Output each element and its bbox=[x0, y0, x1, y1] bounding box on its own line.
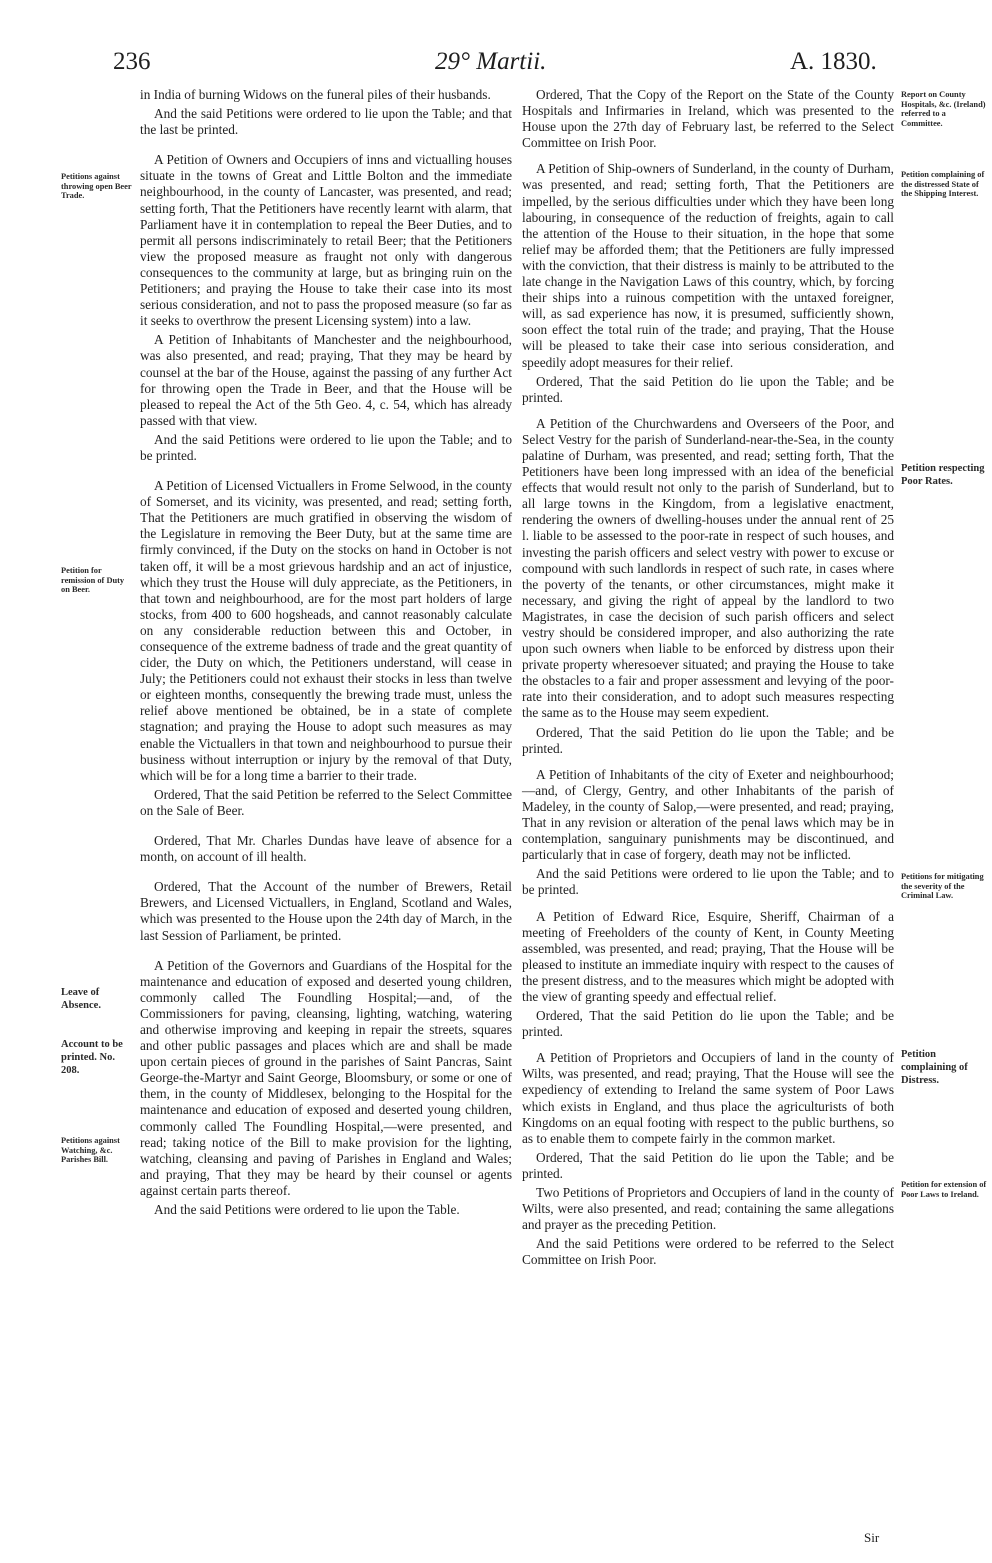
margin-note: Account to be printed. No. 208. bbox=[61, 1039, 123, 1076]
paragraph: in India of burning Widows on the funeral piles of their husbands. bbox=[140, 87, 491, 102]
paragraph: Ordered, That the said Petition do lie upon the Table; and be printed. bbox=[522, 724, 894, 756]
paragraph: Ordered, That the said Petition do lie upon the Table; and be printed. bbox=[522, 1008, 894, 1040]
margin-note: Petitions against throwing open Beer Trade. bbox=[61, 172, 132, 201]
paragraph: A Petition of Ship-owners of Sunderland, in the county of Durham, was presented, and read; setting forth, That the Petitioners are impelled, by the serious difficulties under which they have been long labouring, in consequence of the reduction of freights, again to call the attention of the House to their situation, in the hope that some relief may be afforded them; that the Petitioners are fully impressed with the conviction, that their distress is mainly to be attributed to the late change in the Navigation Laws of this country, which, by forcing their ships into a ruinous competition with the untaxed foreigner, will, as sad experience has now, it is presumed, sufficiently shown, soon effect the total ruin of the trade; and praying, That the House will be pleased to take their case into serious consideration, and speedily adopt measures for their relief. bbox=[522, 161, 894, 370]
page-number: 236 bbox=[113, 48, 151, 75]
margin-note: Petition complaining of the distressed State of the Shipping Interest. bbox=[901, 170, 985, 199]
margin-note: Leave of Absence. bbox=[61, 987, 101, 1011]
margin-note: Petitions for mitigating the severity of the Criminal Law. bbox=[901, 872, 984, 901]
left-column bbox=[140, 87, 512, 1221]
paragraph: And the said Petitions were ordered to lie upon the Table; and that the last be printed. bbox=[140, 106, 512, 138]
paragraph: And the said Petitions were ordered to lie upon the Table. bbox=[154, 1202, 460, 1217]
paragraph: Ordered, That the Account of the number of Brewers, Retail Brewers, and Licensed Victuallers, in England, Scotland and Wales, which was presented to the House upon the 24th day of March, in the last Session of Parliament, be printed. bbox=[140, 879, 512, 943]
paragraph: Ordered, That the said Petition do lie upon the Table; and be printed. bbox=[522, 373, 894, 405]
session-year: A. 1830. bbox=[790, 48, 877, 75]
paragraph: And the said Petitions were ordered to be referred to the Select Committee on Irish Poor. bbox=[522, 1236, 894, 1268]
margin-note: Petition complaining of Distress. bbox=[901, 1049, 968, 1086]
margin-note: Petitions against Watching, &c. Parishes Bill. bbox=[61, 1136, 120, 1165]
paragraph: A Petition of Owners and Occupiers of inns and victualling houses situate in the towns of Great and Little Bolton and the immediate neighbourhood, in the county of Lancaster, was presented, and read; setting forth, That the Petitioners have recently learnt with alarm, that Parliament have it in contemplation to repeal the Beer Duties, and to permit all persons indiscriminately to retail Beer; that the Petitioners view the proposed measure as fraught not only with dangerous consequences to the community at large, but as bringing ruin on the Petitioners; and praying the House to take their case into its most serious consideration, and not to pass the proposed measure (so far as it seeks to overthrow the present Licensing system) into a law. bbox=[140, 152, 512, 329]
paragraph: A Petition of Inhabitants of the city of Exeter and neighbourhood;—and, of Clergy, Gentry, and other Inhabitants of the parish of Madeley, in the county of Salop,—were presented, and read; praying, That in any revision or alteration of the penal laws which may be in contemplation, sanguinary punishments may be discontinued, and particularly that in case of forgery, death may not be inflicted. bbox=[522, 766, 894, 863]
margin-note: Petition respecting Poor Rates. bbox=[901, 463, 985, 487]
margin-note: Petition for extension of Poor Laws to Ireland. bbox=[901, 1180, 987, 1199]
paragraph: Ordered, That the Copy of the Report on the State of the County Hospitals and Infirmaries in Ireland, which was presented to the House upon the 27th day of February last, be referred to the Select Committee on Irish Poor. bbox=[522, 87, 894, 151]
paragraph: A Petition of the Churchwardens and Overseers of the Poor, and Select Vestry for the parish of Sunderland-near-the-Sea, in the county palatine of Durham, was presented, and read; setting forth, That the Petitioners have been long impressed with an idea of the beneficial effects that would result not only to the parish of Sunderland, but to all large towns in the Kingdom, from a legislative enactment, rendering the owners of dwelling-houses under the annual rent of 25 l. liable to be assessed to the poor-rate in respect of such houses, and investing the parish officers and select vestry with power to excuse or compound with such landlords in respect of such rate, in cases where the poverty of the tenants, or other circumstances, might make it necessary, and giving the right of appeal by the landlord to two Magistrates, in case the decision of such parish officers and select vestry should be considered improper, and also authorizing the rate upon such owners when liable to be enforced by distress upon their private property wheresoever situated; and praying the House to take the obstacles to a fair and proper assessment and levying of the poor-rate into their consideration, and to adopt such measures respecting the same as to the House may seem expedient. bbox=[522, 415, 894, 721]
paragraph: A Petition of Inhabitants of Manchester and the neighbourhood, was also presented, and read; praying, That they may be heard by counsel at the bar of the House, against the passing of any further Act for throwing open the Trade in Beer, and that the House will be pleased to repeal the Act of the 5th Geo. 4, c. 54, which has already passed with that view. bbox=[140, 332, 512, 428]
catchword: Sir bbox=[864, 1530, 880, 1545]
paragraph: Ordered, That the said Petition be referred to the Select Committee on the Sale of Beer. bbox=[140, 786, 512, 818]
paragraph: Ordered, That the said Petition do lie upon the Table; and be printed. bbox=[522, 1149, 894, 1181]
paragraph: A Petition of the Governors and Guardians of the Hospital for the maintenance and education of exposed and deserted young children, commonly called The Foundling Hospital;—and, of the Commissioners for paving, cleansing, lighting, watching, watering and otherwise improving and keeping in repair the streets, squares and other public passages and places which are and shall be made upon certain pieces of ground in the parishes of Saint Pancras, Saint George-the-Martyr and Saint George, Bloomsbury, or some or one of them, in the county of Middlesex, belonging to the Hospital for the maintenance and education of exposed and deserted young children, commonly called The Foundling Hospital,—were presented, and read; taking notice of the Bill to make provision for the lighting, watching, cleansing and paving of Parishes in England and Wales; and praying, That they may be heard by their counsel or agents against certain parts thereof. bbox=[140, 957, 512, 1198]
paragraph: A Petition of Edward Rice, Esquire, Sheriff, Chairman of a meeting of Freeholders of the county of Kent, in County Meeting assembled, was presented, and read; praying, That the House will be pleased to institute an immediate inquiry with respect to the causes of the present distress, and to the measures which might be adopted with the view of granting speedy and effectual relief. bbox=[522, 908, 894, 1004]
right-column bbox=[522, 87, 894, 1271]
paragraph: And the said Petitions were ordered to lie upon the Table; and to be printed. bbox=[522, 866, 894, 898]
paragraph: A Petition of Licensed Victuallers in Frome Selwood, in the county of Somerset, and its vicinity, was presented, and read; setting forth, That the Petitioners are much gratified in observing the wisdom of the Legislature in removing the Beer Duty, but at the same time are firmly convinced, if the Duty on the stocks on hand in October is not taken off, it will be a most grievous hardship and an act of injustice, which they trust the House will duly appreciate, as the Petitioners, in that town and neighbourhood, are for the most part holders of large stocks, from 400 to 600 hogsheads, and cannot reasonably calculate on any considerable reduction between this and October, in consequence of the extreme badness of trade and the great quantity of cider, the Duty on which, the Petitioners understand, will cease in July; the Petitioners could not exhaust their stocks in less than twelve or eighteen months, consequently the brewing trade must, unless the relief above mentioned be obtained, be in a state of complete stagnation; and praying the House to adopt such measures as may enable the Victuallers in that town and neighbourhood to pursue their business without interruption or injury by the removal of that Duty, which will be for a long time a barrier to their trade. bbox=[140, 478, 512, 783]
paragraph: Ordered, That Mr. Charles Dundas have leave of absence for a month, on account of ill health. bbox=[140, 833, 512, 865]
page-header bbox=[0, 48, 992, 84]
paragraph: A Petition of Proprietors and Occupiers of land in the county of Wilts, was presented, and read; praying, That the House will see the expediency of extending to Ireland the same system of Poor Laws which exists in England, and thus place the agriculturists of both Kingdoms on an equal footing with respect to the public burthens, so as to enable them to compete fairly in the common market. bbox=[522, 1050, 894, 1146]
paragraph: And the said Petitions were ordered to lie upon the Table; and to be printed. bbox=[140, 431, 512, 463]
margin-note: Report on County Hospitals, &c. (Ireland) referred to a Committee. bbox=[901, 90, 986, 128]
paragraph: Two Petitions of Proprietors and Occupiers of land in the county of Wilts, were also presented, and read; containing the same allegations and prayer as the preceding Petition. bbox=[522, 1185, 894, 1233]
margin-note: Petition for remission of Duty on Beer. bbox=[61, 566, 125, 595]
session-date: 29° Martii. bbox=[435, 48, 547, 75]
